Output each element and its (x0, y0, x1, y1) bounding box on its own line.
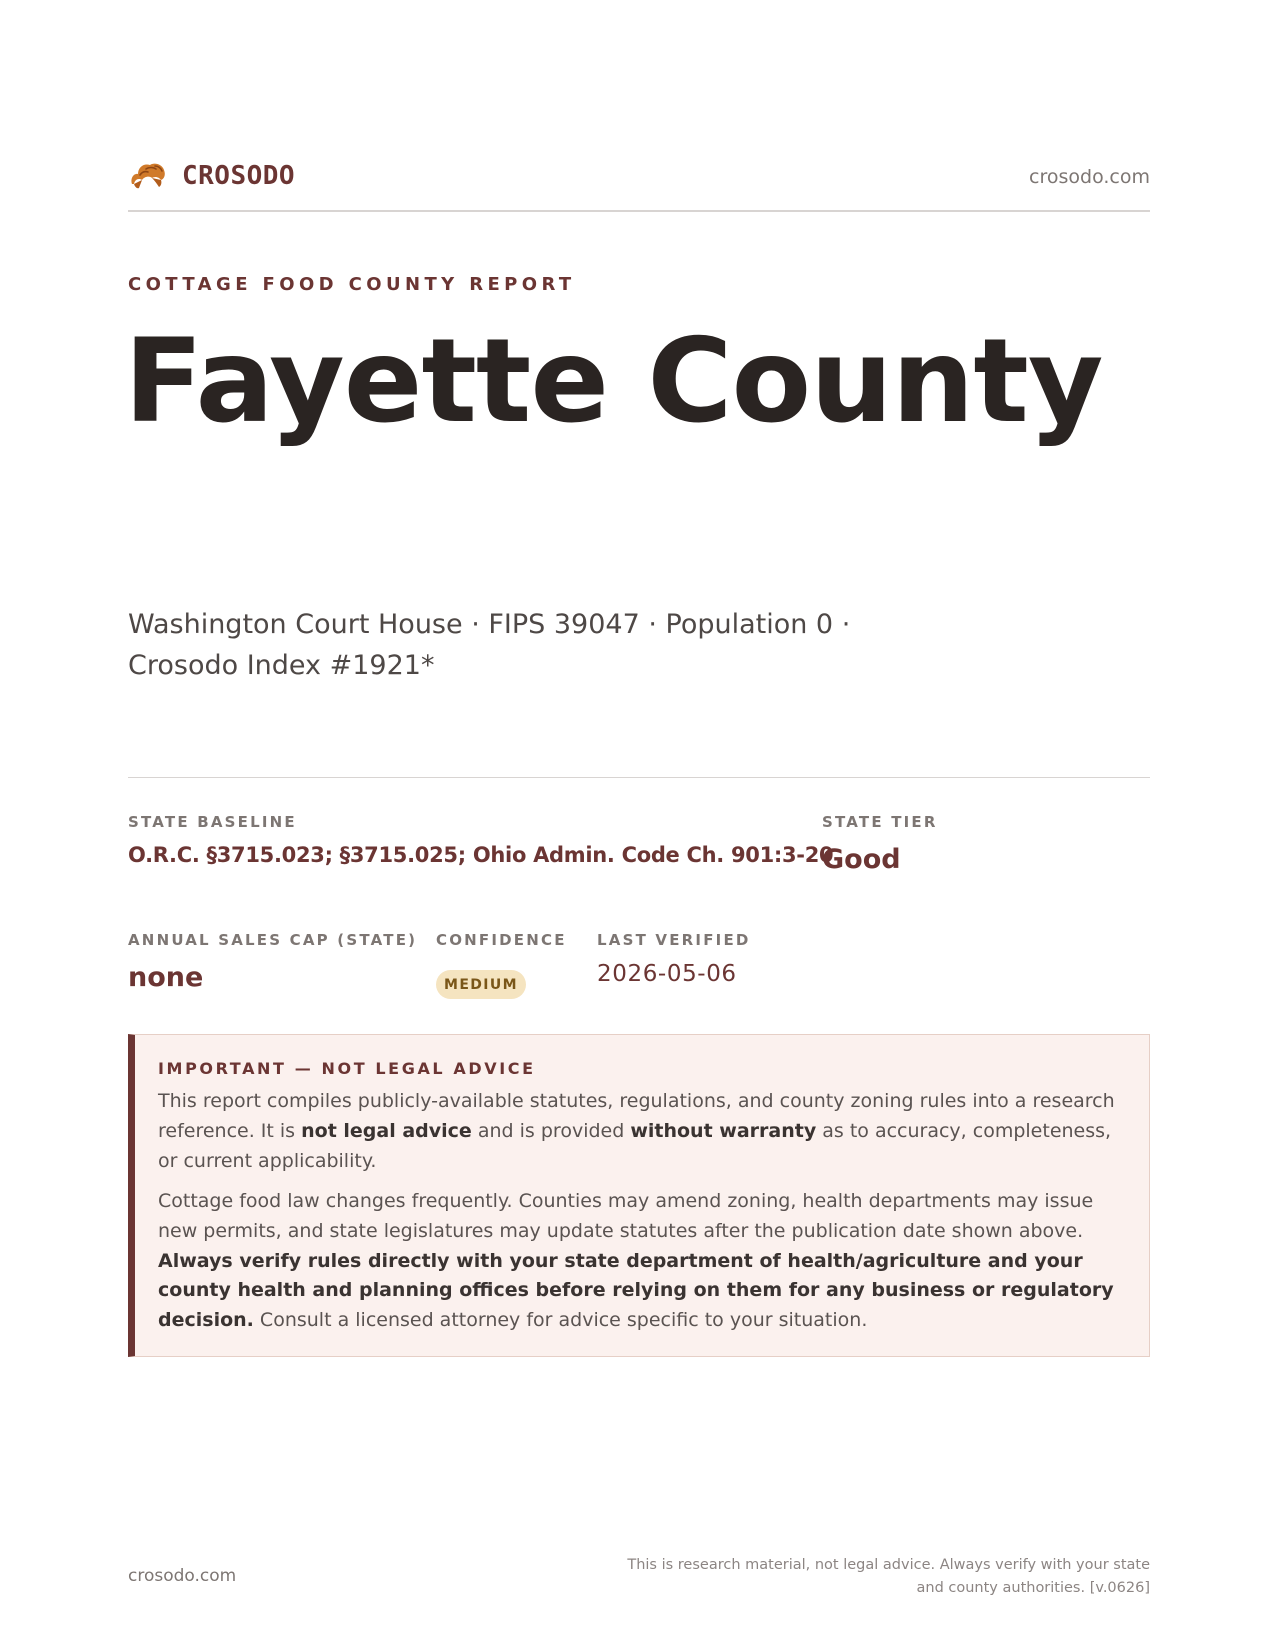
state-baseline-value: O.R.C. §3715.023; §3715.025; Ohio Admin. Code Ch. 901:3-20 (128, 843, 834, 867)
notice-paragraph-2: Cottage food law changes frequently. Counties may amend zoning, health departments may issue new permits, and state legislatures may update statutes after the publication date shown above. Always verify rules directly with your state department of health/agriculture and your county health and planning offices before relying on them for any business or regulatory decision. Consult a licensed attorney for advice specific to your situation. (158, 1190, 1114, 1332)
last-verified-value: 2026-05-06 (597, 961, 737, 987)
sales-cap-label: ANNUAL SALES CAP (STATE) (128, 931, 418, 949)
brand (128, 156, 295, 196)
footer-site-url[interactable]: crosodo.com (128, 1566, 237, 1586)
confidence-label: CONFIDENCE (436, 931, 567, 949)
state-baseline-label: STATE BASELINE (128, 813, 297, 831)
state-tier-value: Good (822, 844, 901, 875)
croissant-icon (128, 156, 168, 196)
section-divider (128, 777, 1150, 778)
notice-paragraph-1: This report compiles publicly-available statutes, regulations, and county zoning rules into a research reference. It is not legal advice and is provided without warranty as to accuracy, completeness, or current applicability. (158, 1090, 1115, 1172)
brand-name: CROSODO (182, 161, 296, 191)
sales-cap-value: none (128, 962, 204, 993)
report-page (124, 0, 1150, 1650)
legal-notice-box (128, 1034, 1150, 1357)
county-meta-line: Washington Court House · FIPS 39047 · Population 0 · Crosodo Index #1921* (128, 609, 851, 681)
confidence-badge: MEDIUM (436, 970, 526, 999)
county-title: Fayette County (124, 314, 1103, 449)
last-verified-label: LAST VERIFIED (597, 931, 751, 949)
site-url[interactable]: crosodo.com (1029, 166, 1150, 188)
notice-title: IMPORTANT — NOT LEGAL ADVICE (158, 1059, 536, 1078)
page-header (128, 156, 1150, 212)
state-tier-label: STATE TIER (822, 813, 938, 831)
footer-disclaimer: This is research material, not legal advice. Always verify with your state and county authorities. [v.0626] (627, 1557, 1150, 1596)
report-eyebrow: COTTAGE FOOD COUNTY REPORT (128, 274, 576, 295)
